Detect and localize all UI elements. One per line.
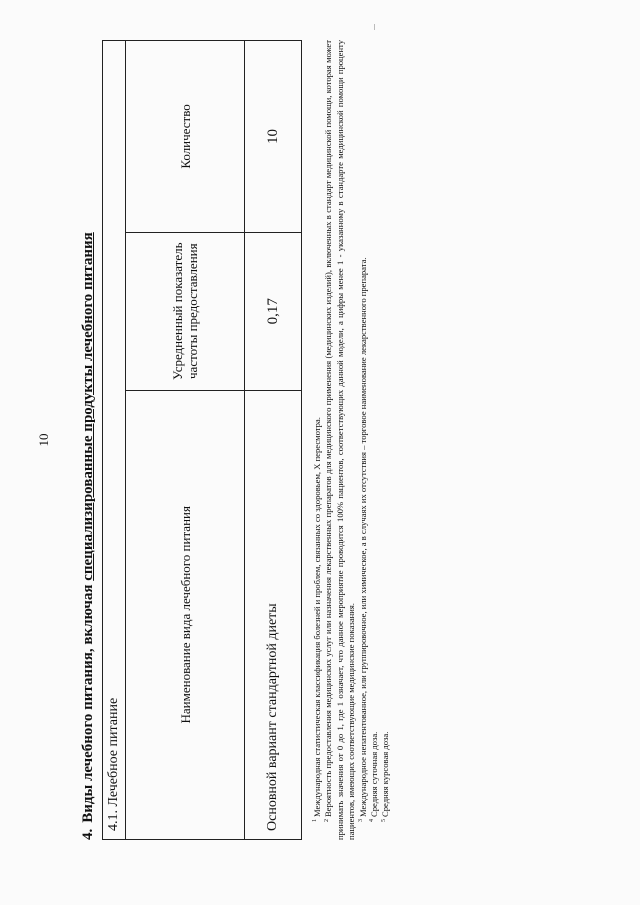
header-frequency: Усредненный показатель частоты предоставления	[126, 232, 245, 390]
footnote-mark: 2	[323, 819, 330, 822]
cell-quantity: 10	[245, 41, 302, 233]
table-row	[245, 41, 302, 840]
section-title-plain: Виды лечебного питания, включая	[80, 584, 96, 823]
header-name: Наименование вида лечебного питания	[126, 390, 245, 839]
header-quantity: Количество	[126, 41, 245, 233]
footnote-text: Средняя суточная доза.	[369, 731, 380, 817]
footnotes	[312, 40, 392, 840]
cell-diet-name: Основной вариант стандартной диеты	[245, 390, 302, 839]
footnote-text: Международная статистическая классификация болезней и проблем, связанных со здоровьем, X пересмотра.	[312, 417, 322, 817]
footnote-5	[380, 40, 391, 840]
footnote-text: Международное непатентованное, или группировочное, или химическое, а в случаях их отсутствия – торговое наименование лекарственного препарата.	[357, 257, 368, 817]
footnote-2	[323, 40, 357, 840]
footnote-1	[312, 40, 323, 840]
footnote-4	[369, 40, 380, 840]
page-number: 10	[36, 433, 51, 447]
section-title	[80, 40, 97, 840]
nutrition-table	[102, 40, 302, 840]
footnote-3	[358, 40, 369, 840]
subsection-row	[103, 41, 126, 840]
cell-frequency: 0,17	[245, 232, 302, 390]
footnote-mark: 1	[312, 819, 319, 822]
footnote-mark: 5	[380, 819, 387, 822]
subsection-title: 4.1. Лечебное питание	[103, 41, 126, 840]
footnote-mark: 4	[369, 819, 376, 822]
rotated-content	[36, 40, 600, 840]
footnote-text: Вероятность предоставления медицинских услуг или назначения лекарственных препаратов для медицинского применения (медицинских изделий), включенных в стандарт медицинской помощи, которая может принимать значения от 0 до 1, где 1 означает, что данное мероприятие проводится 100% пациентов, соответствующих данной модели, а цифры менее 1 - указанному в стандарте медицинской помощи проценту пациентов, имеющих соответствующие медицинские показания.	[323, 40, 357, 840]
footnote-mark: 3	[357, 819, 364, 822]
scan-mark	[374, 24, 375, 30]
table-header-row	[126, 41, 245, 840]
section-title-underlined: специализированные продукты лечебного питания	[80, 232, 96, 581]
footnote-text: Средняя курсовая доза.	[380, 731, 391, 817]
section-number: 4.	[80, 828, 96, 840]
